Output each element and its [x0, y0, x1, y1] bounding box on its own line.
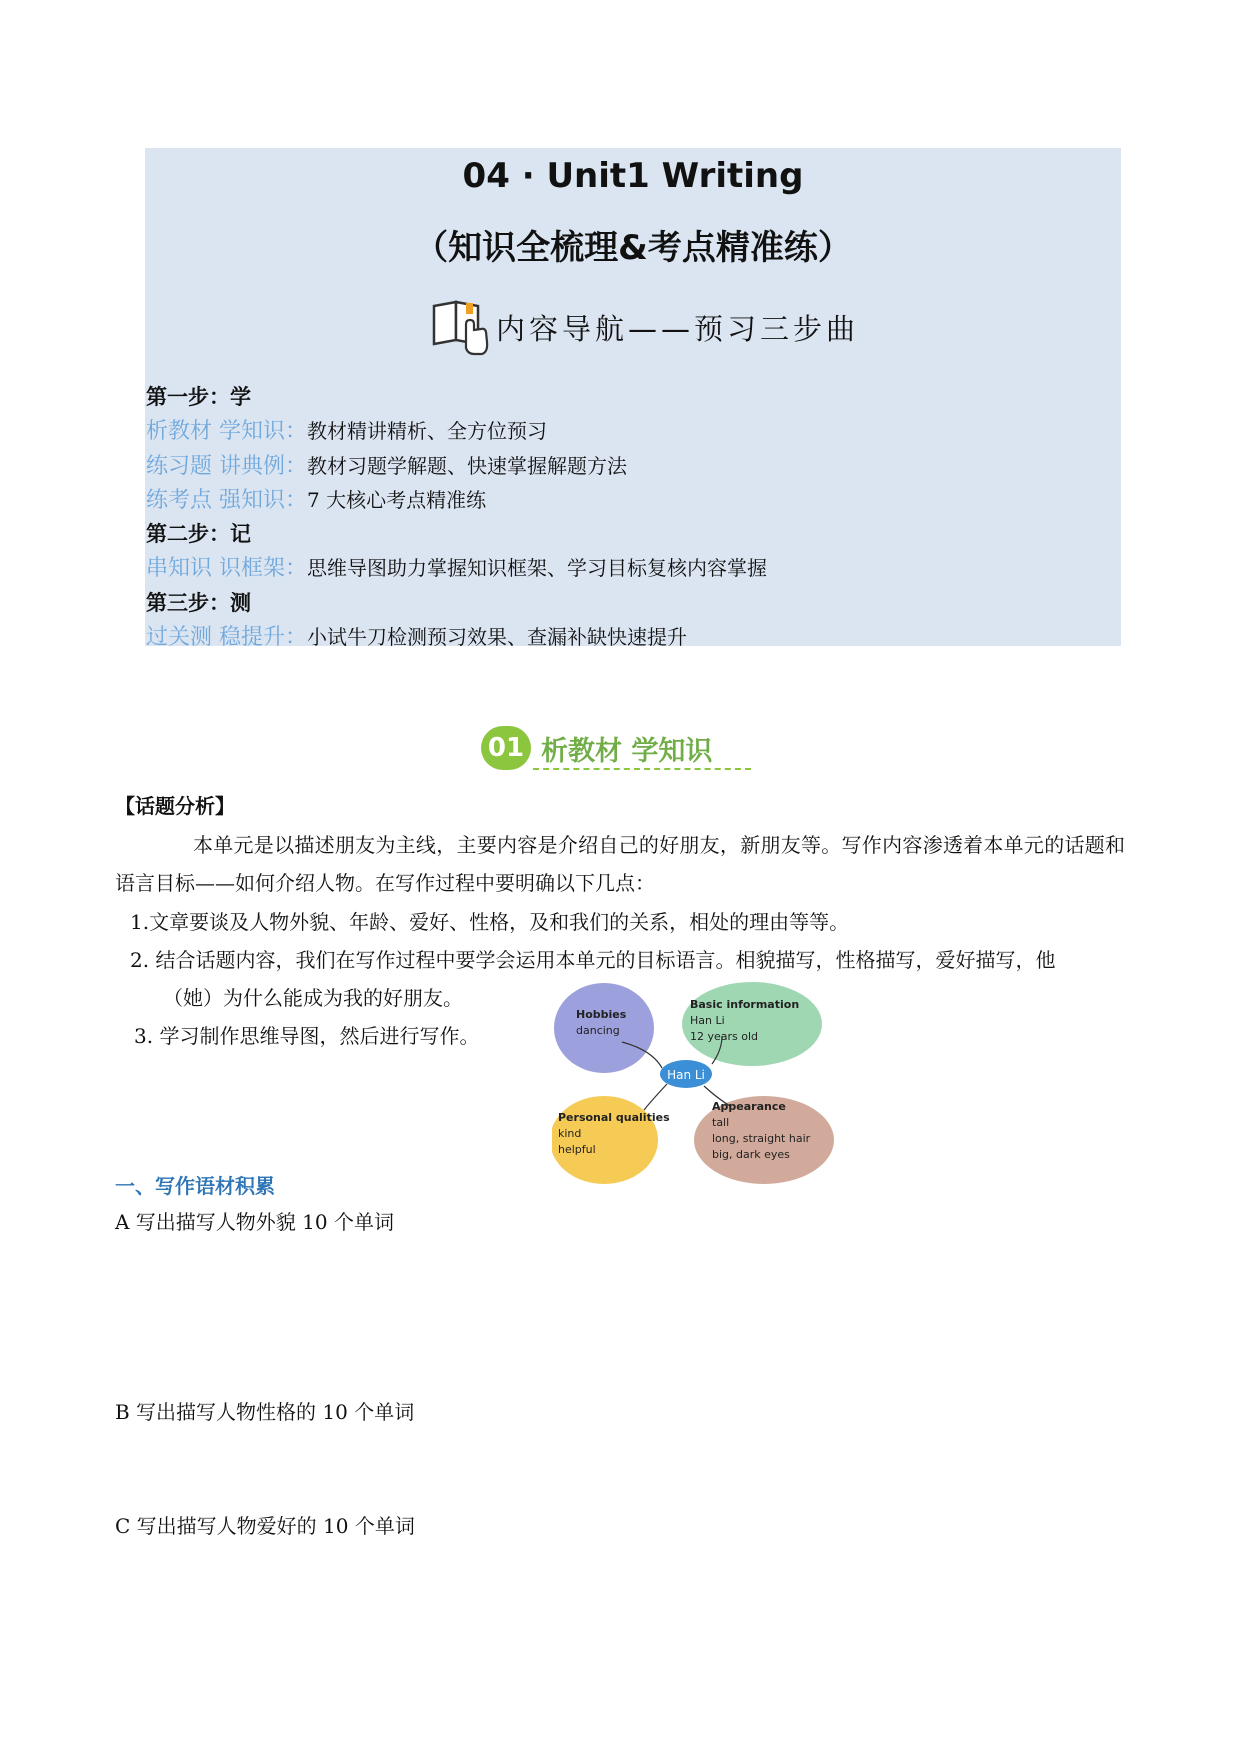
- topic-point-3: 3. 学习制作思维导图，然后进行写作。: [134, 1024, 480, 1048]
- mm-basic-item: Han Li: [690, 1014, 725, 1027]
- book-pointer-icon: [430, 294, 490, 360]
- mm-qualities-title: Personal qualities: [558, 1111, 670, 1124]
- step-item: 练考点 强知识：7 大核心考点精准练: [146, 487, 487, 513]
- badge-underline: [533, 768, 751, 770]
- mm-basic-item: 12 years old: [690, 1030, 759, 1043]
- nav-label: 内容导航——预习三步曲: [496, 311, 860, 346]
- mm-hobbies-title: Hobbies: [576, 1008, 627, 1021]
- question-b: B 写出描写人物性格的 10 个单词: [115, 1400, 415, 1424]
- section-title-writing: 一、写作语材积累: [115, 1174, 275, 1198]
- qualities-bubble: [552, 1096, 658, 1184]
- mm-appearance-item: long, straight hair: [712, 1132, 811, 1145]
- mm-qualities-item: kind: [558, 1127, 582, 1140]
- topic-point-1: 1.文章要谈及人物外貌、年龄、爱好、性格，及和我们的关系，相处的理由等等。: [130, 910, 850, 934]
- question-a: A 写出描写人物外貌 10 个单词: [115, 1210, 394, 1234]
- topic-point-2: 2. 结合话题内容，我们在写作过程中要学会运用本单元的目标语言。相貌描写，性格描写，爱好描写，他: [130, 948, 1056, 972]
- topic-heading: 【话题分析】: [115, 794, 235, 818]
- step-heading: 第二步：记: [146, 522, 251, 547]
- page-title: 04 · Unit1 Writing: [462, 156, 804, 196]
- step-heading: 第一步：学: [146, 385, 251, 409]
- page-subtitle: （知识全梳理&考点精准练）: [414, 228, 852, 268]
- step-item: 练习题 讲典例：教材习题学解题、快速掌握解题方法: [146, 453, 627, 479]
- question-c: C 写出描写人物爱好的 10 个单词: [115, 1514, 415, 1538]
- mm-appearance-item: tall: [712, 1116, 730, 1129]
- mm-appearance-title: Appearance: [712, 1100, 786, 1113]
- topic-point-2-cont: （她）为什么能成为我的好朋友。: [163, 986, 463, 1010]
- step-item: 过关测 稳提升：小试牛刀检测预习效果、查漏补缺快速提升: [146, 625, 687, 651]
- topic-intro: 本单元是以描述朋友为主线，主要内容是介绍自己的好朋友，新朋友等。写作内容渗透着本单元的话题和语言目标——如何介绍人物。在写作过程中要明确以下几点：: [115, 833, 1125, 895]
- mm-center: Han Li: [667, 1068, 705, 1082]
- steps-list: [146, 380, 1106, 654]
- mm-basic-title: Basic information: [690, 998, 800, 1011]
- mm-qualities-item: helpful: [558, 1143, 596, 1156]
- step-item: 串知识 识框架：思维导图助力掌握知识框架、学习目标复核内容掌握: [146, 556, 767, 582]
- step-heading: 第三步：测: [146, 590, 251, 615]
- content-nav: [430, 296, 859, 358]
- mm-hobbies-item: dancing: [576, 1024, 620, 1037]
- step-item: 析教材 学知识：教材精讲精析、全方位预习: [146, 419, 547, 445]
- mind-map-image: [552, 980, 838, 1185]
- badge-label: 析教材 学知识: [541, 735, 713, 767]
- badge-number: 01: [481, 726, 531, 770]
- mm-appearance-item: big, dark eyes: [712, 1148, 790, 1161]
